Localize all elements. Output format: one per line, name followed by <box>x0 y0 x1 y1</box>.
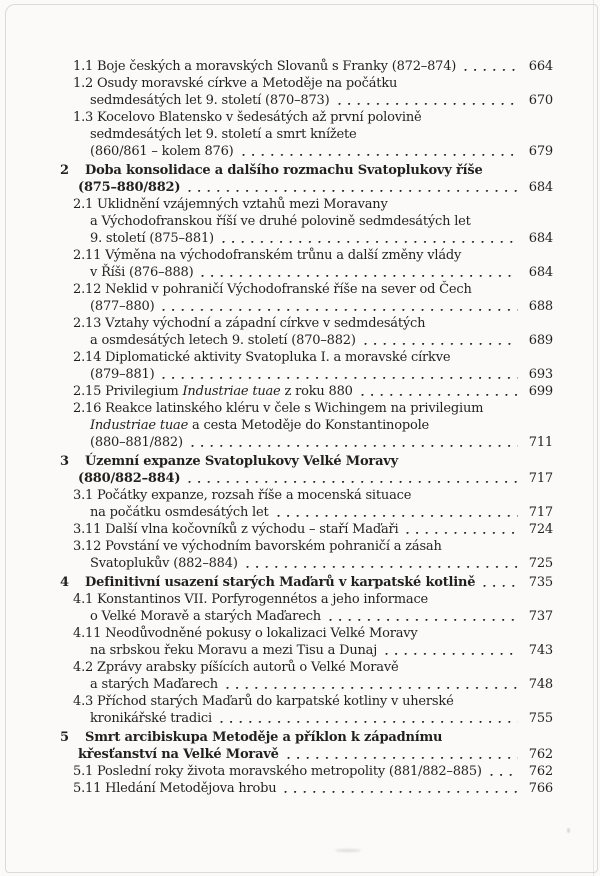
toc-sub-entry <box>0 349 553 383</box>
dot-leader <box>188 480 518 484</box>
dot-leader <box>338 102 518 106</box>
toc-sub-entry <box>0 538 553 572</box>
dot-leader <box>162 376 518 380</box>
entry-title-segment: 1.2 Osudy moravské církve a Metoděje na počátku <box>73 76 398 91</box>
entry-title-text <box>90 143 234 160</box>
dot-leader <box>483 584 518 588</box>
entry-title-text <box>73 400 483 417</box>
dot-leader <box>284 790 518 794</box>
entry-title-text <box>73 780 276 797</box>
entry-title-segment: 1.3 Kocelovo Blatensko v šedesátých až první polovině <box>73 110 422 125</box>
toc-entry-line <box>0 746 553 763</box>
dot-leader <box>226 686 518 690</box>
entry-title-segment: 2.12 Neklid v pohraničí Východofranské říše na sever od Čech <box>73 282 472 297</box>
toc-entry-line <box>0 659 553 676</box>
entry-title-segment: 9. století (875–881) <box>90 231 214 246</box>
entry-title-text <box>73 281 472 298</box>
page-number: 748 <box>528 677 553 692</box>
entry-title-text <box>73 538 442 555</box>
entry-title-segment: na srbskou řeku Moravu a mezi Tisu a Dunaj <box>90 643 378 658</box>
page-number: 684 <box>528 180 553 195</box>
toc-entry-line <box>0 196 553 213</box>
page-number: 762 <box>528 764 553 779</box>
toc-entry-line <box>0 487 553 504</box>
toc-entry-line <box>0 400 553 417</box>
entry-title-segment: 2.16 Reakce latinského kléru v čele s Wichingem na privilegium <box>73 401 484 416</box>
dot-leader <box>246 565 518 569</box>
toc-sub-entry <box>0 487 553 521</box>
entry-title-segment: Územní expanze Svatoplukovy Velké Moravy <box>85 454 399 469</box>
toc-entry-line <box>0 710 553 727</box>
toc-entry-line <box>0 298 553 315</box>
entry-title-segment: Definitivní usazení starých Maďarů v karpatské kotlině <box>85 575 476 590</box>
toc-entry-line <box>0 366 553 383</box>
dot-leader <box>188 189 518 193</box>
page-number: 724 <box>528 522 553 537</box>
toc-entry-line <box>0 315 553 332</box>
entry-title-segment: a Východofranskou říší ve druhé polovině sedmdesátých let <box>90 214 471 229</box>
entry-title-text <box>85 162 483 179</box>
toc-entry-line <box>0 417 553 434</box>
toc-entry-line <box>0 281 553 298</box>
toc-section-entry <box>0 729 553 763</box>
entry-title-text <box>90 504 269 521</box>
toc-sub-entry <box>0 780 553 797</box>
entry-title-segment: sedmdesátých let 9. století a smrt knížete <box>90 127 357 142</box>
dot-leader <box>464 68 518 72</box>
scan-smudge <box>335 849 361 852</box>
page-number: 689 <box>528 333 553 348</box>
entry-title-text <box>73 487 411 504</box>
toc-sub-entry <box>0 196 553 247</box>
entry-title-segment: 2.1 Uklidnění vzájemných vztahů mezi Moravany <box>73 197 388 212</box>
dot-leader <box>385 652 518 656</box>
entry-title-text <box>73 349 450 366</box>
page-number: 684 <box>528 231 553 246</box>
entry-title-segment: 2.13 Vztahy východní a západní církve v sedmdesátých <box>73 316 426 331</box>
entry-title-text <box>90 676 218 693</box>
entry-title-text <box>73 196 388 213</box>
dot-leader <box>220 720 518 724</box>
entry-title-text <box>73 659 398 676</box>
entry-title-segment: 3.11 Další vlna kočovníků z východu – staří Maďaři <box>73 522 399 537</box>
toc-sub-entry <box>0 591 553 625</box>
page-number: 693 <box>528 367 553 382</box>
entry-title-text <box>90 417 429 434</box>
dot-leader <box>329 618 518 622</box>
entry-title-segment: o Velké Moravě a starých Maďarech <box>90 609 321 624</box>
toc-entry-line <box>0 729 553 746</box>
toc-sub-entry <box>0 400 553 451</box>
toc-section-entry <box>0 162 553 196</box>
entry-title-segment: a starých Maďarech <box>90 677 218 692</box>
entry-title-text <box>90 642 377 659</box>
page-number: 743 <box>528 643 553 658</box>
toc-entry-line <box>0 470 553 487</box>
toc-entry-line <box>0 574 553 591</box>
page-number: 717 <box>528 471 553 486</box>
entry-title-text <box>90 434 183 451</box>
entry-title-segment: 2.14 Diplomatické aktivity Svatopluka I. a moravské církve <box>73 350 451 365</box>
page-number: 711 <box>528 435 553 450</box>
page-number: 725 <box>528 556 553 571</box>
dot-leader <box>406 531 518 535</box>
entry-title-text <box>90 710 212 727</box>
toc-sub-entry <box>0 659 553 693</box>
entry-title-segment: 5.1 Poslední roky života moravského metropolity (881/882–885) <box>73 764 482 779</box>
entry-title-segment: křesťanství na Velké Moravě <box>78 747 279 762</box>
toc-entry-line <box>0 332 553 349</box>
entry-title-text <box>73 625 418 642</box>
entry-title-text <box>73 58 456 75</box>
entry-title-text <box>90 298 154 315</box>
entry-title-segment: (880/882–884) <box>78 471 181 486</box>
entry-title-text <box>73 383 353 400</box>
entry-title-text <box>73 763 482 780</box>
toc-section-entry <box>0 574 553 591</box>
toc-entry-line <box>0 434 553 451</box>
toc-entry-line <box>0 608 553 625</box>
toc-entry-line <box>0 763 553 780</box>
entry-title-segment: (875–880/882) <box>78 180 181 195</box>
entry-title-text <box>78 179 180 196</box>
toc-sub-entry <box>0 247 553 281</box>
entry-title-text <box>73 75 397 92</box>
entry-title-text <box>90 126 357 143</box>
toc-sub-entry <box>0 58 553 75</box>
toc-sub-entry <box>0 521 553 538</box>
toc-entry-line <box>0 591 553 608</box>
entry-title-segment: (879–881) <box>90 367 155 382</box>
toc-entry-line <box>0 179 553 196</box>
toc-entry-line <box>0 453 553 470</box>
dot-leader <box>162 308 518 312</box>
entry-title-text <box>73 521 398 538</box>
toc-entry-line <box>0 230 553 247</box>
entry-title-text <box>90 608 321 625</box>
entry-title-text <box>90 366 154 383</box>
entry-title-segment: (877–880) <box>90 299 155 314</box>
dot-leader <box>490 773 518 777</box>
toc-entry-line <box>0 109 553 126</box>
dot-leader <box>287 756 518 760</box>
toc-entry-line <box>0 504 553 521</box>
entry-title-text <box>90 555 238 572</box>
toc-entry-line <box>0 126 553 143</box>
toc-sub-entry <box>0 281 553 315</box>
page-number: 684 <box>528 265 553 280</box>
entry-title-segment: Smrt arcibiskupa Metoděje a příklon k západnímu <box>85 730 443 745</box>
page-number: 762 <box>528 747 553 762</box>
entry-title-text <box>78 746 279 763</box>
dot-leader <box>361 393 518 397</box>
entry-title-text <box>73 315 425 332</box>
toc-entry-line <box>0 213 553 230</box>
entry-title-segment: sedmdesátých let 9. století (870–873) <box>90 93 330 108</box>
entry-title-text <box>85 574 475 591</box>
section-number: 3 <box>60 454 69 469</box>
dot-leader <box>277 514 518 518</box>
toc-entry-line <box>0 625 553 642</box>
page-number: 755 <box>528 711 553 726</box>
entry-title-segment: Doba konsolidace a dalšího rozmachu Svatoplukovy říše <box>85 163 483 178</box>
toc-sub-entry <box>0 763 553 780</box>
entry-title-segment: 2.11 Výměna na východofranském trůnu a další změny vlády <box>73 248 462 263</box>
entry-title-italic: Industriae tuae <box>182 384 281 399</box>
entry-title-text <box>73 247 461 264</box>
section-number: 4 <box>60 575 69 590</box>
entry-title-segment: 5.11 Hledání Metodějova hrobu <box>73 781 277 796</box>
entry-title-segment: 3.1 Počátky expanze, rozsah říše a mocenská situace <box>73 488 412 503</box>
entry-title-segment: (860/861 – kolem 876) <box>90 144 234 159</box>
toc-entry-line <box>0 264 553 281</box>
toc-entry-line <box>0 58 553 75</box>
dot-leader <box>364 342 518 346</box>
entry-title-text <box>90 92 330 109</box>
toc-entry-line <box>0 780 553 797</box>
entry-title-segment: 4.11 Neodůvodněné pokusy o lokalizaci Velké Moravy <box>73 626 418 641</box>
entry-title-text <box>73 109 422 126</box>
entry-title-segment: Svatoplukův (882–884) <box>90 556 238 571</box>
toc-sub-entry <box>0 693 553 727</box>
entry-title-text <box>73 693 454 710</box>
section-number: 5 <box>60 730 69 745</box>
entry-title-segment: v Říši (876–888) <box>90 265 194 280</box>
entry-title-segment: 4.1 Konstantinos VII. Porfyrogennétos a jeho informace <box>73 592 429 607</box>
entry-title-segment: 4.3 Příchod starých Maďarů do karpatské kotliny v uherské <box>73 694 454 709</box>
dot-leader <box>191 444 518 448</box>
entry-title-italic: Industriae tuae <box>90 418 189 433</box>
toc-entry-line <box>0 143 553 160</box>
entry-title-segment: z roku 880 <box>280 384 353 399</box>
entry-title-text <box>90 230 214 247</box>
toc-entry-line <box>0 555 553 572</box>
entry-title-text <box>73 591 428 608</box>
page-number: 664 <box>528 59 553 74</box>
dot-leader <box>201 274 518 278</box>
dot-leader <box>242 153 518 157</box>
page-number: 735 <box>528 575 553 590</box>
toc-entry-line <box>0 642 553 659</box>
page-number: 688 <box>528 299 553 314</box>
entry-title-text <box>85 453 398 470</box>
entry-title-segment: a cesta Metoděje do Konstantinopole <box>188 418 430 433</box>
toc-entry-line <box>0 349 553 366</box>
toc-entry-line <box>0 162 553 179</box>
page-number: 717 <box>528 505 553 520</box>
entry-title-text <box>78 470 180 487</box>
page-number: 737 <box>528 609 553 624</box>
toc-entry-line <box>0 247 553 264</box>
entry-title-text <box>90 213 471 230</box>
toc-entry-line <box>0 676 553 693</box>
page-number: 679 <box>528 144 553 159</box>
page-number: 670 <box>528 93 553 108</box>
toc-entry-line <box>0 538 553 555</box>
toc-entry-line <box>0 521 553 538</box>
entry-title-segment: na počátku osmdesátých let <box>90 505 269 520</box>
section-number: 2 <box>60 163 69 178</box>
entry-title-text <box>90 264 193 281</box>
entry-title-segment: 4.2 Zprávy arabsky píšících autorů o Velké Moravě <box>73 660 399 675</box>
toc-entry-line <box>0 75 553 92</box>
page-number: 766 <box>528 781 553 796</box>
entry-title-text <box>85 729 442 746</box>
entry-title-segment: 3.12 Povstání ve východním bavorském pohraničí a zásah <box>73 539 442 554</box>
entry-title-text <box>90 332 356 349</box>
entry-title-segment: (880–881/882) <box>90 435 183 450</box>
toc-sub-entry <box>0 75 553 109</box>
toc-entry-line <box>0 383 553 400</box>
toc-entry-line <box>0 92 553 109</box>
entry-title-segment: 1.1 Boje českých a moravských Slovanů s Franky (872–874) <box>73 59 457 74</box>
entry-title-segment: a osmdesátých letech 9. století (870–882) <box>90 333 356 348</box>
toc-sub-entry <box>0 109 553 160</box>
scan-smudge <box>567 828 570 833</box>
dot-leader <box>222 240 518 244</box>
entry-title-segment: kronikářské tradici <box>90 711 212 726</box>
toc-sub-entry <box>0 315 553 349</box>
page-number: 699 <box>528 384 553 399</box>
toc-sub-entry <box>0 625 553 659</box>
entry-title-segment: 2.15 Privilegium <box>73 384 183 399</box>
toc-entry-line <box>0 693 553 710</box>
toc-section-entry <box>0 453 553 487</box>
toc-sub-entry <box>0 383 553 400</box>
